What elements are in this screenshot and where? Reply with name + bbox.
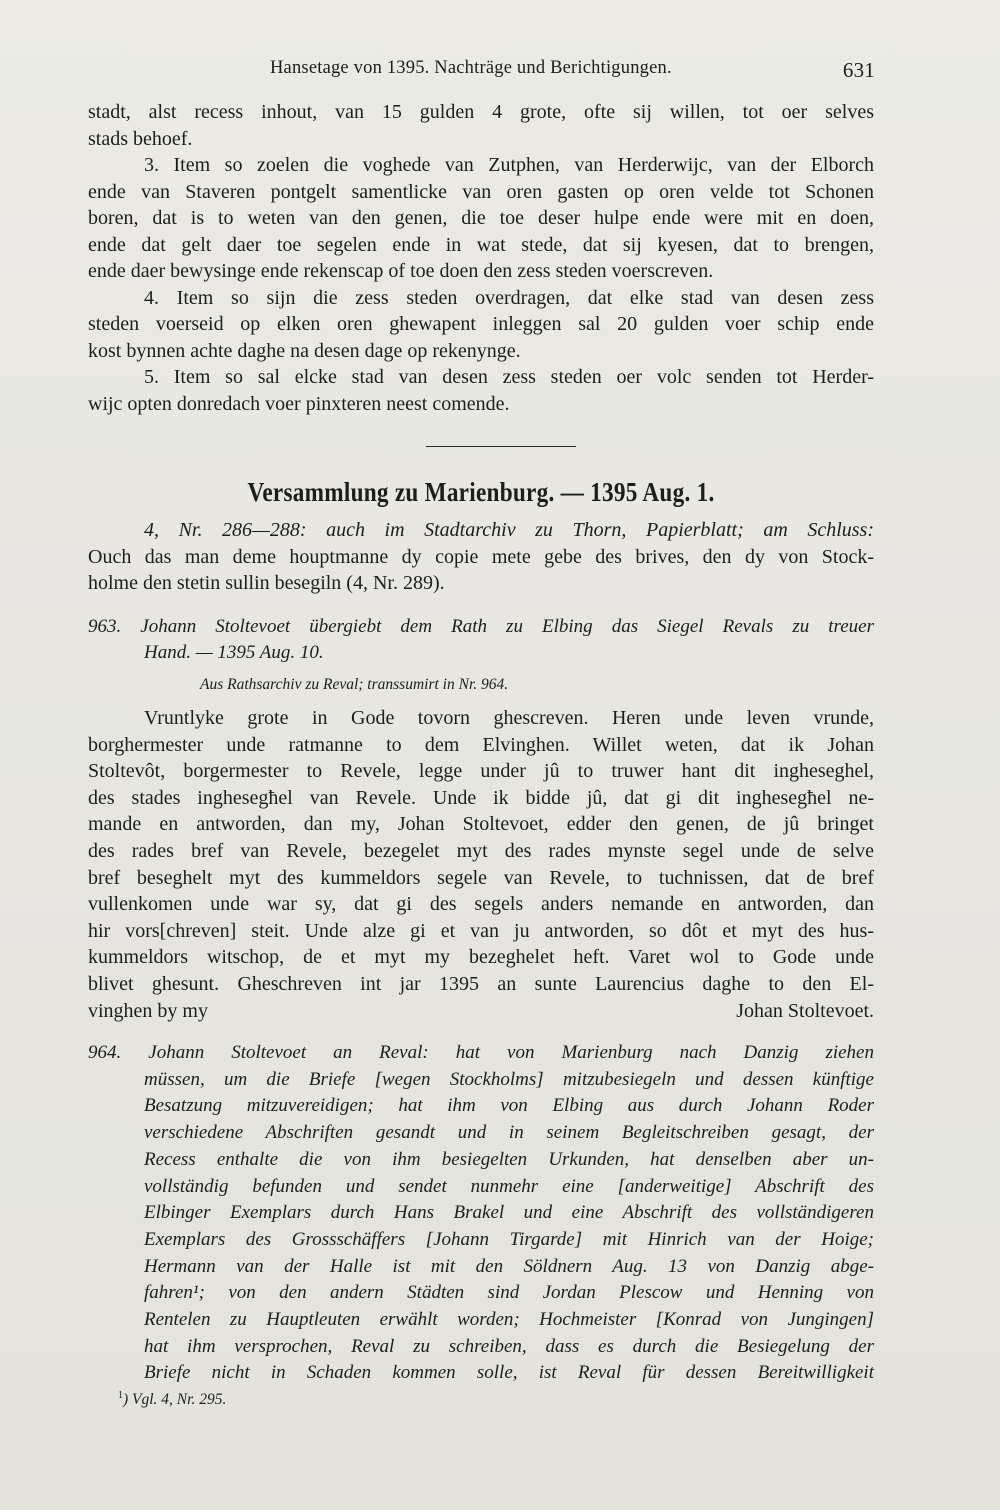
text-line: mande en antworden, dan my, Johan Stoltevoet, edder den genen, de jû bringet xyxy=(88,813,874,836)
footnote-marker: 1 xyxy=(118,1390,123,1401)
text-line: hir vors[chreven] steit. Unde alze gi et van ju antworden, so dôt et myt des hus- xyxy=(88,919,874,942)
recess-text-block xyxy=(88,99,874,417)
text-line: Vruntlyke grote in Gode tovorn ghescreven. Heren unde leven vrunde, xyxy=(144,707,874,729)
regest-line: vollständig befunden und sendet nunmehr eine [anderweitige] Abschrift des xyxy=(144,1175,874,1197)
regest-line: Rentelen zu Hauptleuten erwählt worden; Hochmeister [Konrad von Jungingen] xyxy=(144,1309,874,1331)
section-title: Versammlung zu Marienburg. — 1395 Aug. 1. xyxy=(247,477,715,507)
doc-963-source: Aus Rathsarchiv zu Reval; transsumirt in Nr. 964. xyxy=(200,676,509,693)
doc-963-heading xyxy=(88,614,874,666)
regest-line: fahren¹; von den andern Städten sind Jordan Plescow und Henning von xyxy=(144,1282,874,1304)
text-line: kummeldors witschop, de et myt my bezeghelet heft. Varet wol to Gode unde xyxy=(88,946,874,969)
regest-line: Elbinger Exemplars durch Hans Brakel und eine Abschrift des vollständigeren xyxy=(144,1202,874,1224)
signature-line xyxy=(88,998,874,1025)
text-line: ende daer bewysinge ende rekenscap of toe doen den zess steden voerscreven. xyxy=(88,260,714,282)
regest-line: Besatzung mitzuvereidigen; hat ihm von Elbing aus durch Johann Roder xyxy=(144,1095,874,1117)
signature: Johan Stoltevoet. xyxy=(736,999,874,1022)
regest-line: Briefe nicht in Schaden kommen solle, ist Reval für dessen Bereitwilligkeit xyxy=(144,1362,874,1384)
regest-line: hat ihm versprochen, Reval zu schreiben, dass es durch die Besiegelung der xyxy=(144,1335,874,1357)
section-divider xyxy=(426,446,576,447)
heading-line: Hand. — 1395 Aug. 10. xyxy=(144,642,324,663)
text-line: stadt, alst recess inhout, van 15 gulden 4 grote, ofte sij willen, tot oer selves xyxy=(88,101,874,123)
doc-963-body xyxy=(88,705,874,1024)
text-line: vinghen by my xyxy=(88,999,208,1022)
text-line: vullenkomen unde war sy, dat gi des segels anders nemande en antworden, dan xyxy=(88,893,874,916)
footnote xyxy=(118,1390,226,1409)
note-reference: 4, Nr. 286—288: auch im Stadtarchiv zu Thorn, Papierblatt; am Schluss: xyxy=(144,519,874,541)
text-line: Stoltevôt, borgermester to Revele, legge under jû to truwer hant dit ingheseghel, xyxy=(88,760,874,783)
doc-964-regest xyxy=(88,1040,874,1387)
text-line: borghermester unde ratmanne to dem Elvinghen. Willet weten, dat ik Johan xyxy=(88,733,874,756)
running-title: Hansetage von 1395. Nachträge und Berichtigungen. xyxy=(270,58,672,78)
text-line: Ouch das man deme houptmanne dy copie mete gebe des brives, den dy von Stock- xyxy=(88,545,874,568)
text-line: stads behoef. xyxy=(88,127,193,150)
text-line: steden voerseid op elken oren ghewapent inleggen sal 20 gulden voer schip ende xyxy=(88,313,874,335)
regest-line: 964. Johann Stoltevoet an Reval: hat von Marienburg nach Danzig ziehen xyxy=(88,1042,874,1063)
heading-line: 963. Johann Stoltevoet übergiebt dem Rath zu Elbing das Siegel Revals zu treuer xyxy=(88,616,874,637)
text-line: 5. Item so sal elcke stad van desen zess steden oer volc senden tot Herder- xyxy=(144,366,874,388)
text-line: kost bynnen achte daghe na desen dage op rekenynge. xyxy=(88,339,521,362)
regest-line: Exemplars des Grossschäffers [Johann Tirgarde] mit Hinrich van der Hoige; xyxy=(144,1228,874,1250)
text-line: ende van Staveren pontgelt samentlicke van oren gasten op oren velde tot Schonen xyxy=(88,180,874,203)
text-line: ende dat gelt daer toe segelen ende in wat stede, dat sij kyesen, dat to brengen, xyxy=(88,233,874,256)
marienburg-note xyxy=(88,517,874,597)
text-line: des rades bref van Revele, bezegelet myt des rades mynste segel unde de selve xyxy=(88,839,874,862)
text-line: 3. Item so zoelen die voghede van Zutphen, van Herderwijc, van der Elborch xyxy=(144,154,874,176)
text-line: bref beseghelt myt des kummeldors segele van Revele, to tuchnissen, dat de bref xyxy=(88,866,874,889)
text-line: blivet ghesunt. Gheschreven int jar 1395 an sunte Laurencius daghe to den El- xyxy=(88,972,874,995)
regest-line: Hermann van der Halle ist mit den Söldnern Aug. 13 von Danzig abge- xyxy=(144,1255,874,1277)
text-line: holme den stetin sullin besegiln (4, Nr. 289). xyxy=(88,572,445,594)
text-line: 4. Item so sijn die zess steden overdragen, dat elke stad van desen zess xyxy=(144,286,874,309)
text-line: des stades inghesegħel van Revele. Unde ik bidde jû, dat gi dit inghesegħel ne- xyxy=(88,786,874,809)
text-line: wijc opten donredach voer pinxteren neest comende. xyxy=(88,392,510,415)
footnote-text: ) Vgl. 4, Nr. 295. xyxy=(123,1391,227,1409)
regest-line: müssen, um die Briefe [wegen Stockholms] mitzubesiegeln und dessen künftige xyxy=(144,1068,874,1090)
text-line: boren, dat is to weten van den genen, die toe deser hulpe ende were mit en doen, xyxy=(88,207,874,229)
regest-line: Recess enthalte die von ihm besiegelten Urkunden, hat denselben aber un- xyxy=(144,1148,874,1170)
regest-line: verschiedene Abschriften gesandt und in seinem Begleitschreiben gesagt, der xyxy=(144,1122,874,1144)
page-number: 631 xyxy=(842,58,875,82)
